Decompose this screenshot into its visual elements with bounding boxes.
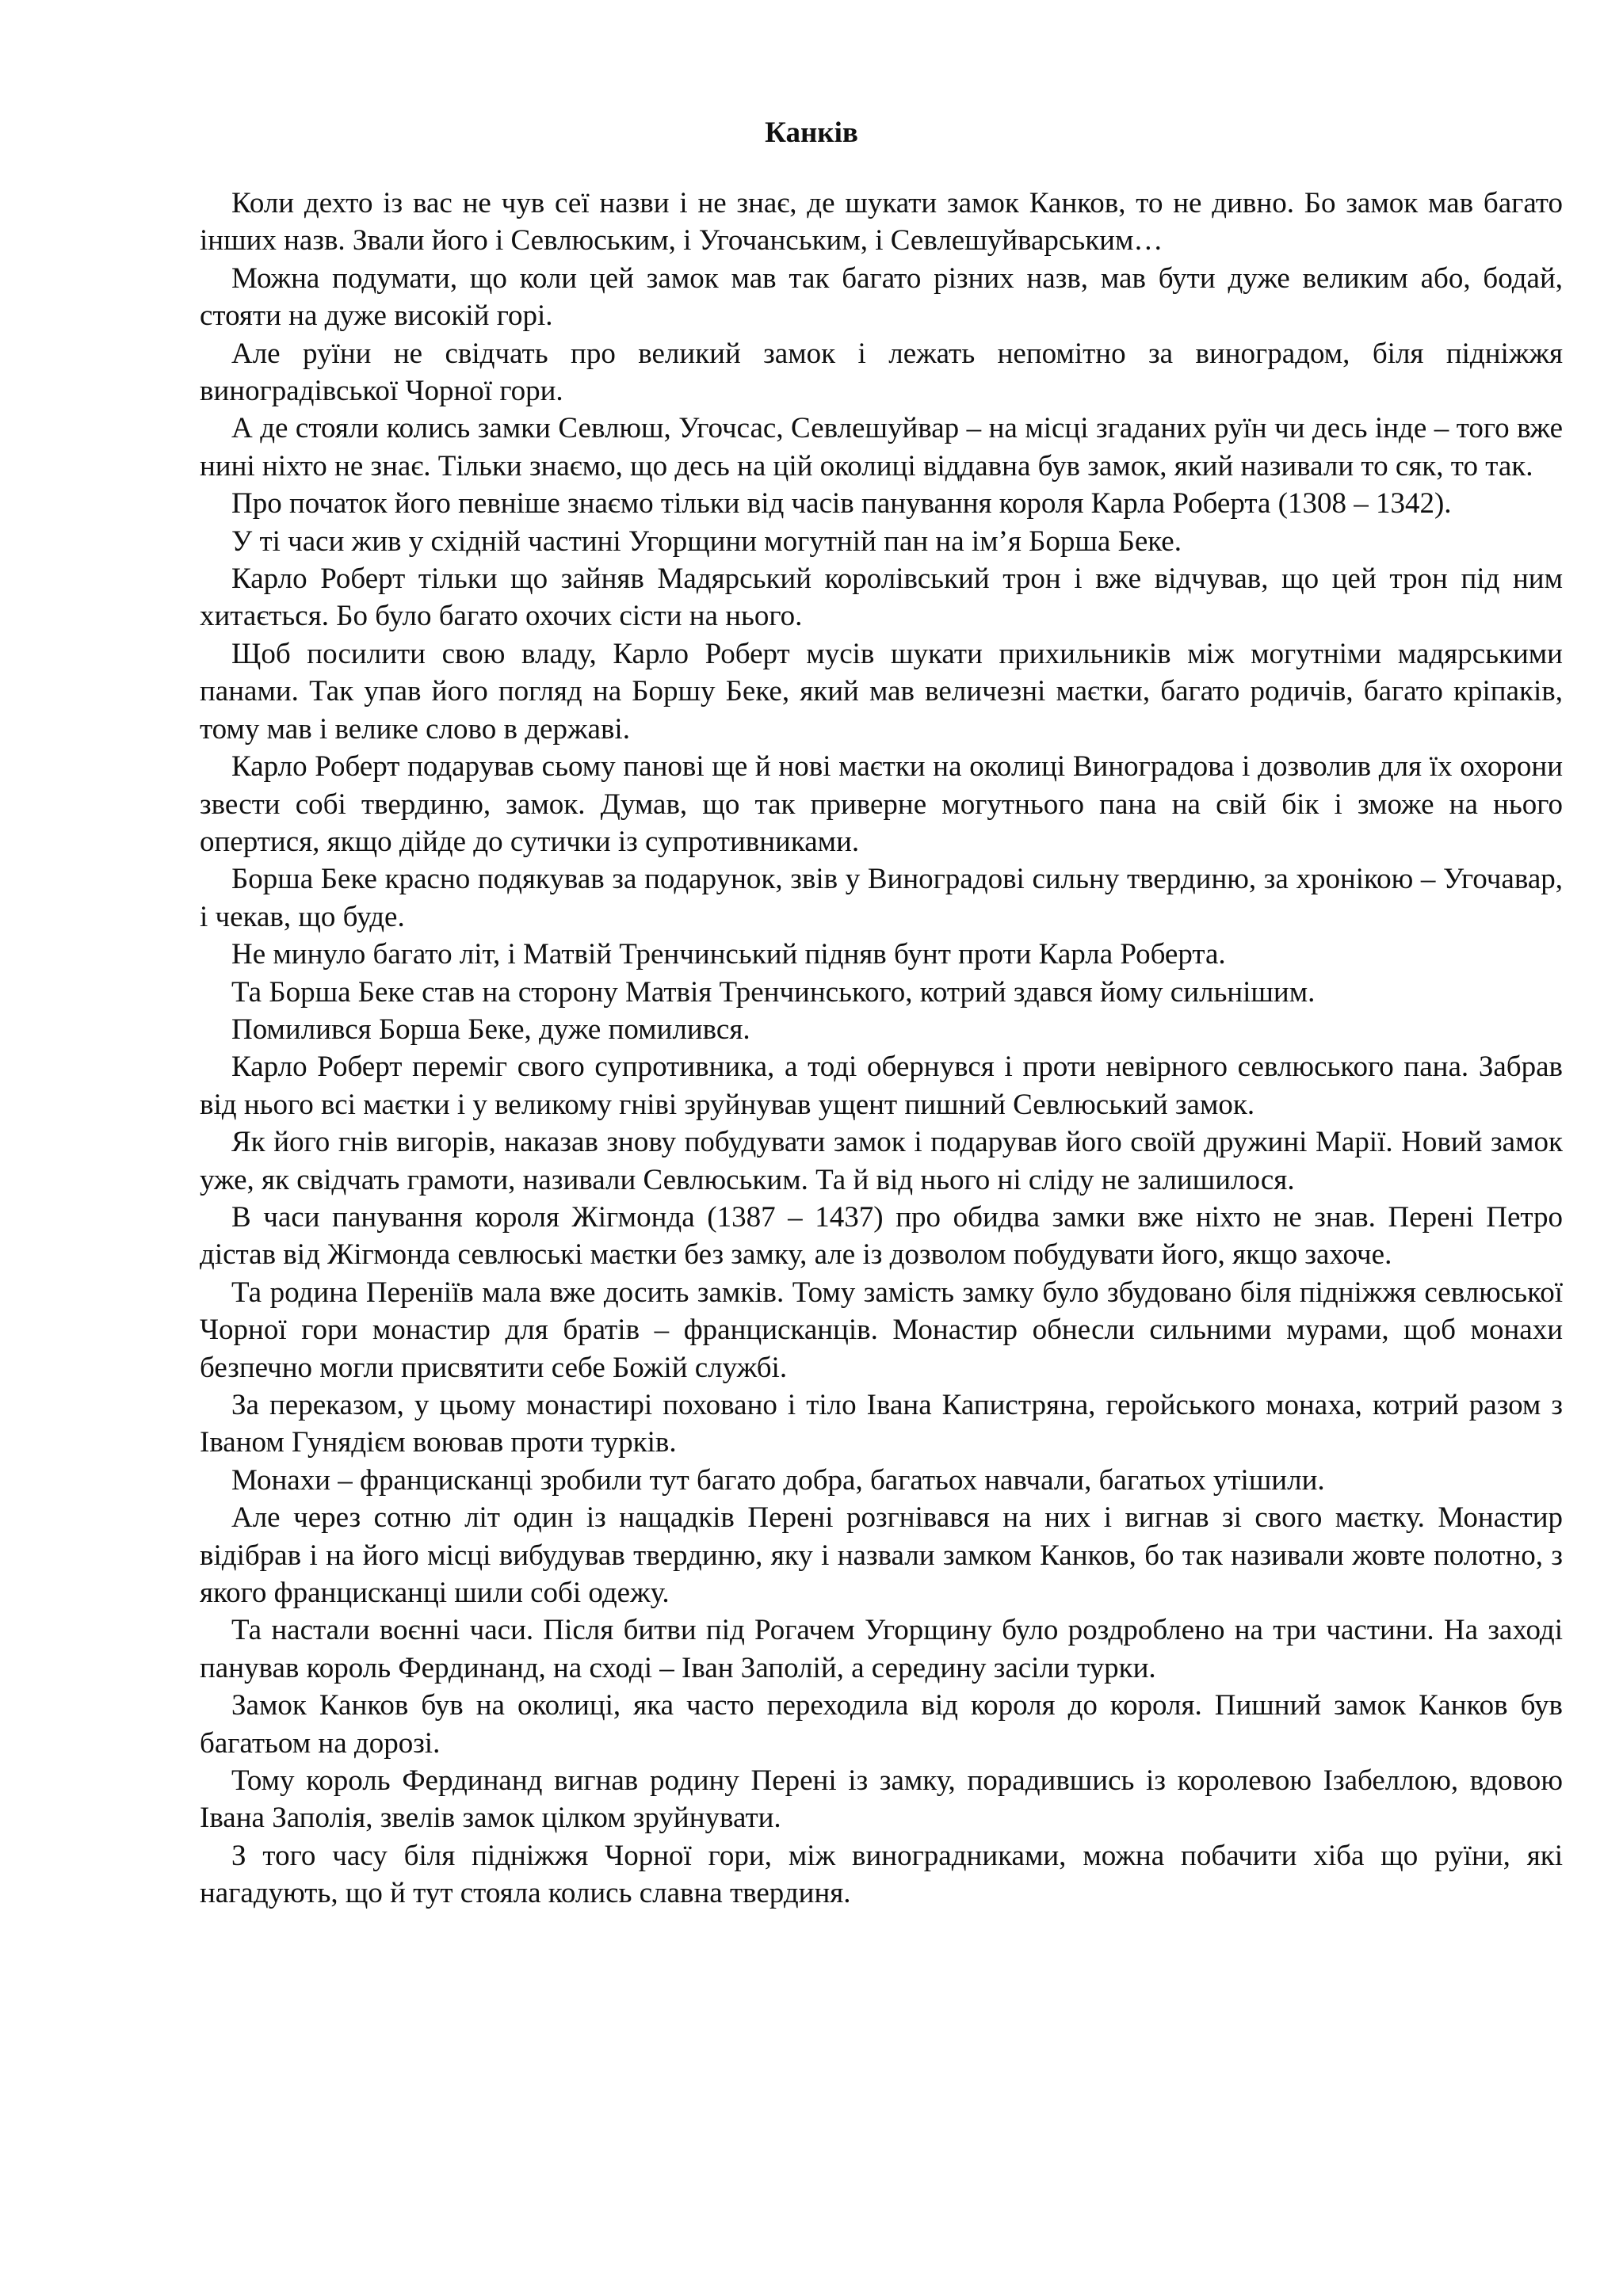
document-title: Канків: [765, 116, 858, 149]
paragraph: Замок Канков був на околиці, яка часто переходила від короля до короля. Пишний замок Канков був багатьом на дорозі.: [200, 1689, 1563, 1760]
paragraph: Щоб посилити свою владу, Карло Роберт мусів шукати прихильників між могутніми мадярськими панами. Так упав його погляд на Боршу Беке, який мав величезні маєтки, багато родичів, багато кріпаків, тому мав і велике слово в державі.: [200, 637, 1563, 746]
document-body: [200, 185, 1563, 1913]
paragraph: Борша Беке красно подякував за подарунок, звів у Виноградові сильну твердиню, за хронікою – Угочавар, і чекав, що буде.: [200, 863, 1563, 933]
paragraph: Але руїни не свідчать про великий замок і лежать непомітно за виноградом, біля підніжжя виноградівської Чорної гори.: [200, 337, 1563, 408]
paragraph: Але через сотню літ один із нащадків Перені розгнівався на них і вигнав зі свого маєтку. Монастир відібрав і на його місці вибудував твердиню, яку і назвали замком Канков, бо так називали жовте полотно, з якого францисканці шили собі одежу.: [200, 1501, 1563, 1610]
paragraph: Карло Роберт подарував сьому панові ще й нові маєтки на околиці Виноградова і дозволив для їх охорони звести собі твердиню, замок. Думав, що так приверне могутнього пана на свій бік і зможе на нього опертися, якщо дійде до сутички із супротивниками.: [200, 750, 1563, 858]
paragraph: З того часу біля підніжжя Чорної гори, між виноградниками, можна побачити хіба що руїни, які нагадують, що й тут стояла колись славна твердиня.: [200, 1839, 1563, 1910]
paragraph: За переказом, у цьому монастирі поховано і тіло Івана Капистряна, геройського монаха, котрий разом з Іваном Гунядієм воював проти турків.: [200, 1389, 1563, 1459]
paragraph: Тому король Фердинанд вигнав родину Перені із замку, порадившись із королевою Ізабеллою, вдовою Івана Заполія, звелів замок цілком зруйнувати.: [200, 1764, 1563, 1835]
paragraph: Коли дехто із вас не чув сеї назви і не знає, де шукати замок Канков, то не дивно. Бо замок мав багато інших назв. Звали його і Севлюським, і Угочанським, і Севлешуйварським…: [200, 187, 1563, 257]
paragraph: Можна подумати, що коли цей замок мав так багато різних назв, мав бути дуже великим або, бодай, стояти на дуже високій горі.: [200, 261, 1563, 333]
paragraph: Карло Роберт тільки що зайняв Мадярський королівський трон і вже відчував, що цей трон під ним хитається. Бо було багато охочих сісти на нього.: [200, 563, 1563, 633]
paragraph: Монахи – францисканці зробили тут багато добра, багатьох навчали, багатьох утішили.: [231, 1463, 1325, 1497]
paragraph: В часи панування короля Жігмонда (1387 – 1437) про обидва замки вже ніхто не знав. Перені Петро дістав від Жігмонда севлюські маєтки без замку, але із дозволом побудувати його, якщо захоче.: [200, 1200, 1563, 1272]
paragraph: Та настали воєнні часи. Після битви під Рогачем Угорщину було роздроблено на три частини. На заході панував король Фердинанд, на сході – Іван Заполій, а середину засіли турки.: [200, 1614, 1563, 1684]
paragraph: Про початок його певніше знаємо тільки від часів панування короля Карла Роберта (1308 – 1342).: [231, 487, 1452, 521]
paragraph: Та родина Перенiїв мала вже досить замків. Тому замість замку було збудовано біля підніжжя севлюської Чорної гори монастир для братів – францисканців. Монастир обнесли сильними мурами, щоб монахи безпечно могли присвятити себе Божій службі.: [200, 1276, 1563, 1384]
paragraph: Карло Роберт переміг свого супротивника, а тоді обернувся і проти невірного севлюського пана. Забрав від нього всі маєтки і у великому гніві зруйнував ущент пишний Севлюський замок.: [200, 1051, 1563, 1121]
paragraph: Помилився Борша Беке, дуже помилився.: [231, 1013, 750, 1046]
paragraph: Та Борша Беке став на сторону Матвія Тренчинського, котрий здався йому сильнішим.: [231, 975, 1316, 1009]
paragraph: У ті часи жив у східній частині Угорщини могутній пан на ім’я Борша Беке.: [231, 524, 1182, 558]
paragraph: Як його гнів вигорів, наказав знову побудувати замок і подарував його своїй дружині Марії. Новий замок уже, як свідчать грамоти, називали Севлюським. Та й від нього ні сліду не залишилося.: [200, 1126, 1563, 1196]
paragraph: Не минуло багато літ, і Матвій Тренчинський підняв бунт проти Карла Роберта.: [231, 938, 1226, 971]
paragraph: А де стояли колись замки Севлюш, Угочсас, Севлешуйвар – на місці згаданих руїн чи десь інде – того вже нині ніхто не знає. Тільки знаємо, що десь на цій околиці віддавна був замок, який називали то сяк, то так.: [200, 412, 1563, 482]
